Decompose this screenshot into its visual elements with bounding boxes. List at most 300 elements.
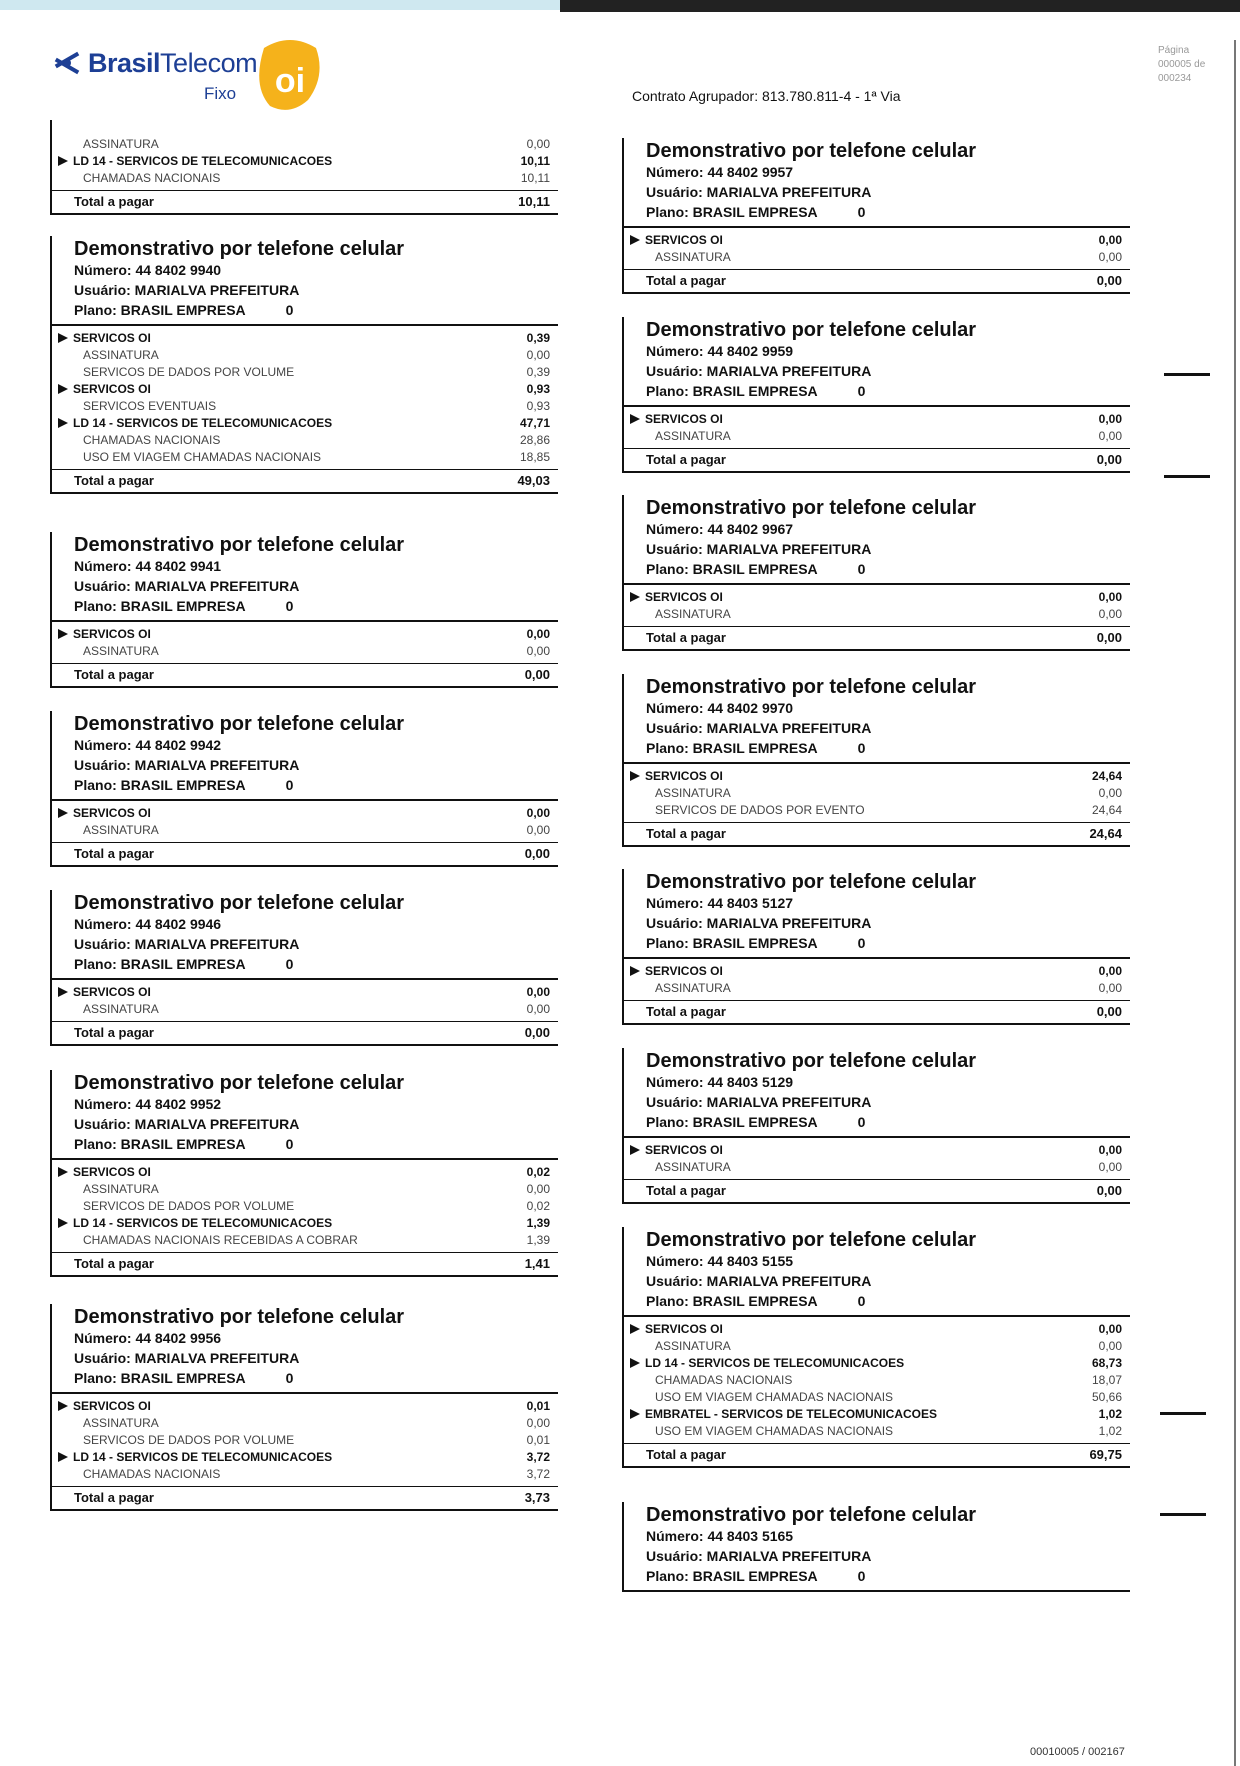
phone-number: Número: 44 8403 5129 bbox=[646, 1074, 794, 1090]
total-value: 1,41 bbox=[524, 1256, 550, 1271]
charge-category-label: LD 14 - SERVICOS DE TELECOMUNICACOES bbox=[73, 1450, 333, 1464]
charge-item-label: SERVICOS DE DADOS POR VOLUME bbox=[83, 1199, 295, 1213]
charge-item-label: ASSINATURA bbox=[83, 1182, 159, 1196]
plan-name: Plano: BRASIL EMPRESA bbox=[74, 1136, 246, 1152]
charge-item-value: 50,66 bbox=[1091, 1390, 1122, 1404]
statement-title: Demonstrativo por telefone celular bbox=[74, 713, 405, 735]
total-value: 10,11 bbox=[518, 194, 550, 209]
charge-item-value: 0,00 bbox=[1098, 607, 1122, 621]
plan-line bbox=[646, 381, 1130, 401]
document-number: 00010005 / 002167 bbox=[1030, 1746, 1125, 1758]
charge-category-value: 10,11 bbox=[520, 154, 550, 168]
charge-list bbox=[622, 585, 1130, 623]
charge-item-value: 0,00 bbox=[526, 1002, 550, 1016]
block-left-rule bbox=[50, 1304, 52, 1511]
charge-category-value: 3,72 bbox=[526, 1450, 550, 1464]
charge-item-label: ASSINATURA bbox=[83, 137, 159, 151]
block-left-rule bbox=[50, 890, 52, 1046]
charge-item-row bbox=[50, 432, 558, 449]
triangle-bullet-icon bbox=[630, 966, 640, 976]
plan-line bbox=[646, 738, 1130, 758]
charge-category-row bbox=[50, 381, 558, 398]
charge-item-row bbox=[50, 1181, 558, 1198]
plan-name: Plano: BRASIL EMPRESA bbox=[646, 383, 818, 399]
plan-name: Plano: BRASIL EMPRESA bbox=[74, 956, 246, 972]
charge-category-value: 0,00 bbox=[526, 806, 550, 820]
scan-margin-mark bbox=[1160, 1513, 1206, 1516]
charge-item-value: 0,00 bbox=[1098, 981, 1122, 995]
charge-item-label: SERVICOS EVENTUAIS bbox=[83, 399, 217, 413]
charge-category-value: 47,71 bbox=[519, 416, 550, 430]
total-row bbox=[52, 1021, 558, 1046]
block-left-rule bbox=[622, 317, 624, 473]
charge-category-row bbox=[50, 1398, 558, 1415]
charge-category-row bbox=[622, 1321, 1130, 1338]
charge-item-value: 0,01 bbox=[526, 1433, 550, 1447]
total-row bbox=[52, 842, 558, 867]
plan-line bbox=[646, 933, 1130, 953]
statement-block bbox=[622, 674, 1130, 847]
block-left-rule bbox=[50, 120, 52, 215]
charge-item-row bbox=[50, 398, 558, 415]
block-left-rule bbox=[622, 1048, 624, 1204]
user-name: Usuário: MARIALVA PREFEITURA bbox=[646, 363, 872, 379]
statement-block bbox=[50, 890, 558, 1046]
triangle-bullet-icon bbox=[58, 1452, 68, 1462]
triangle-bullet-icon bbox=[58, 1218, 68, 1228]
charge-item-value: 24,64 bbox=[1091, 803, 1122, 817]
total-value: 0,00 bbox=[524, 1025, 550, 1040]
triangle-bullet-icon bbox=[58, 156, 68, 166]
page-total: 000234 bbox=[1158, 73, 1192, 84]
charge-item-label: ASSINATURA bbox=[655, 607, 731, 621]
charge-category-label: SERVICOS OI bbox=[73, 331, 151, 345]
charge-item-label: CHAMADAS NACIONAIS bbox=[83, 1467, 221, 1481]
charge-category-value: 0,00 bbox=[1098, 1322, 1122, 1336]
charge-list bbox=[50, 132, 558, 187]
charge-item-row bbox=[50, 1432, 558, 1449]
charge-item-value: 0,00 bbox=[526, 823, 550, 837]
phone-number: Número: 44 8403 5155 bbox=[646, 1253, 794, 1269]
phone-number: Número: 44 8402 9942 bbox=[74, 737, 222, 753]
charge-category-label: SERVICOS OI bbox=[645, 1322, 723, 1336]
scan-margin-mark bbox=[1164, 475, 1210, 478]
charge-item-row bbox=[50, 1198, 558, 1215]
plan-number: 0 bbox=[857, 1568, 866, 1584]
charge-item-row bbox=[50, 1415, 558, 1432]
charge-item-label: ASSINATURA bbox=[83, 1416, 159, 1430]
statement-header bbox=[50, 890, 558, 974]
charge-category-label: EMBRATEL - SERVICOS DE TELECOMUNICACOES bbox=[645, 1407, 938, 1421]
charge-item-value: 10,11 bbox=[520, 171, 550, 185]
charge-list bbox=[50, 622, 558, 660]
plan-name: Plano: BRASIL EMPRESA bbox=[646, 1293, 818, 1309]
triangle-bullet-icon bbox=[630, 1409, 640, 1419]
page-label: Página bbox=[1158, 45, 1190, 56]
plan-name: Plano: BRASIL EMPRESA bbox=[646, 1568, 818, 1584]
statement-title: Demonstrativo por telefone celular bbox=[646, 1229, 977, 1251]
statement-header bbox=[622, 1227, 1130, 1311]
total-row bbox=[624, 448, 1130, 473]
charge-item-row bbox=[50, 364, 558, 381]
plan-name: Plano: BRASIL EMPRESA bbox=[646, 935, 818, 951]
phone-number: Número: 44 8402 9940 bbox=[74, 262, 222, 278]
statement-title: Demonstrativo por telefone celular bbox=[74, 238, 405, 260]
charge-category-label: SERVICOS OI bbox=[645, 233, 723, 247]
charge-item-row bbox=[622, 785, 1130, 802]
charge-category-value: 0,01 bbox=[526, 1399, 550, 1413]
statement-block bbox=[50, 1070, 558, 1277]
charge-category-row bbox=[50, 805, 558, 822]
plan-line bbox=[74, 954, 558, 974]
charge-item-value: 0,02 bbox=[526, 1199, 550, 1213]
triangle-bullet-icon bbox=[58, 1401, 68, 1411]
charge-item-label: ASSINATURA bbox=[83, 823, 159, 837]
charge-category-label: LD 14 - SERVICOS DE TELECOMUNICACOES bbox=[73, 416, 333, 430]
total-label: Total a pagar bbox=[74, 1490, 154, 1505]
statement-title: Demonstrativo por telefone celular bbox=[646, 140, 977, 162]
charge-item-label: ASSINATURA bbox=[83, 644, 159, 658]
user-name: Usuário: MARIALVA PREFEITURA bbox=[646, 1273, 872, 1289]
charge-item-row bbox=[50, 170, 558, 187]
statement-header bbox=[622, 495, 1130, 579]
plan-name: Plano: BRASIL EMPRESA bbox=[646, 561, 818, 577]
charge-category-row bbox=[50, 1164, 558, 1181]
statement-title: Demonstrativo por telefone celular bbox=[646, 319, 977, 341]
triangle-bullet-icon bbox=[630, 1358, 640, 1368]
triangle-bullet-icon bbox=[58, 333, 68, 343]
charge-item-value: 0,00 bbox=[1098, 1339, 1122, 1353]
total-value: 0,00 bbox=[1096, 273, 1122, 288]
charge-item-value: 1,02 bbox=[1098, 1424, 1122, 1438]
charge-item-row bbox=[50, 1001, 558, 1018]
plan-number: 0 bbox=[857, 383, 866, 399]
phone-number: Número: 44 8402 9946 bbox=[74, 916, 222, 932]
charge-category-label: SERVICOS OI bbox=[73, 382, 151, 396]
charge-category-row bbox=[622, 411, 1130, 428]
plan-name: Plano: BRASIL EMPRESA bbox=[74, 302, 246, 318]
charge-item-value: 0,00 bbox=[526, 137, 550, 151]
statement-block bbox=[622, 1048, 1130, 1204]
statement-title: Demonstrativo por telefone celular bbox=[74, 534, 405, 556]
charge-category-value: 0,00 bbox=[1098, 1143, 1122, 1157]
total-row bbox=[624, 626, 1130, 651]
charge-item-row bbox=[622, 1389, 1130, 1406]
statement-block bbox=[622, 495, 1130, 651]
charge-item-label: SERVICOS DE DADOS POR EVENTO bbox=[655, 803, 865, 817]
total-value: 69,75 bbox=[1089, 1447, 1122, 1462]
total-value: 49,03 bbox=[517, 473, 550, 488]
charge-list bbox=[50, 326, 558, 466]
charge-item-value: 0,93 bbox=[526, 399, 550, 413]
charge-category-value: 0,02 bbox=[526, 1165, 550, 1179]
charge-category-value: 0,00 bbox=[526, 627, 550, 641]
scan-margin-mark bbox=[1160, 1412, 1206, 1415]
charge-list bbox=[622, 1138, 1130, 1176]
total-value: 0,00 bbox=[524, 846, 550, 861]
plan-number: 0 bbox=[285, 956, 294, 972]
charge-category-label: LD 14 - SERVICOS DE TELECOMUNICACOES bbox=[73, 154, 333, 168]
total-label: Total a pagar bbox=[74, 1256, 154, 1271]
charge-item-label: USO EM VIAGEM CHAMADAS NACIONAIS bbox=[655, 1424, 894, 1438]
total-row bbox=[52, 469, 558, 494]
statement-header bbox=[50, 1070, 558, 1154]
plan-name: Plano: BRASIL EMPRESA bbox=[74, 598, 246, 614]
triangle-bullet-icon bbox=[58, 418, 68, 428]
phone-number: Número: 44 8402 9957 bbox=[646, 164, 794, 180]
block-left-rule bbox=[50, 711, 52, 867]
triangle-bullet-icon bbox=[630, 414, 640, 424]
charge-item-row bbox=[50, 822, 558, 839]
plan-name: Plano: BRASIL EMPRESA bbox=[74, 1370, 246, 1386]
charge-category-value: 0,00 bbox=[1098, 233, 1122, 247]
charge-item-label: ASSINATURA bbox=[655, 981, 731, 995]
phone-number: Número: 44 8402 9959 bbox=[646, 343, 794, 359]
charge-item-label: ASSINATURA bbox=[655, 786, 731, 800]
charge-item-value: 0,00 bbox=[526, 348, 550, 362]
total-value: 0,00 bbox=[524, 667, 550, 682]
statement-title: Demonstrativo por telefone celular bbox=[74, 892, 405, 914]
phone-number: Número: 44 8403 5127 bbox=[646, 895, 794, 911]
charge-item-row bbox=[622, 1159, 1130, 1176]
charge-list bbox=[622, 764, 1130, 819]
triangle-bullet-icon bbox=[58, 384, 68, 394]
statement-header bbox=[50, 711, 558, 795]
charge-item-row bbox=[50, 347, 558, 364]
charge-item-value: 0,00 bbox=[1098, 786, 1122, 800]
plan-line bbox=[74, 300, 558, 320]
plan-line bbox=[74, 1368, 558, 1388]
phone-number: Número: 44 8403 5165 bbox=[646, 1528, 794, 1544]
statement-header bbox=[622, 138, 1130, 222]
user-name: Usuário: MARIALVA PREFEITURA bbox=[74, 578, 300, 594]
statement-title: Demonstrativo por telefone celular bbox=[74, 1072, 405, 1094]
charge-list bbox=[622, 407, 1130, 445]
user-name: Usuário: MARIALVA PREFEITURA bbox=[646, 541, 872, 557]
page-number: 000005 de bbox=[1158, 59, 1206, 70]
statement-block bbox=[622, 1502, 1130, 1592]
charge-item-value: 0,39 bbox=[526, 365, 550, 379]
charge-item-label: ASSINATURA bbox=[83, 1002, 159, 1016]
charge-category-value: 24,64 bbox=[1091, 769, 1122, 783]
phone-number: Número: 44 8402 9956 bbox=[74, 1330, 222, 1346]
total-row bbox=[52, 190, 558, 215]
charge-category-row bbox=[50, 1449, 558, 1466]
plan-line bbox=[646, 1566, 1130, 1586]
charge-category-row bbox=[50, 415, 558, 432]
triangle-bullet-icon bbox=[58, 1167, 68, 1177]
total-row bbox=[624, 822, 1130, 847]
triangle-bullet-icon bbox=[630, 771, 640, 781]
scan-top-edge bbox=[560, 0, 1240, 12]
charge-category-label: SERVICOS OI bbox=[73, 1165, 151, 1179]
triangle-bullet-icon bbox=[58, 987, 68, 997]
total-label: Total a pagar bbox=[74, 846, 154, 861]
total-label: Total a pagar bbox=[646, 1183, 726, 1198]
plan-number: 0 bbox=[857, 204, 866, 220]
charge-category-row bbox=[50, 626, 558, 643]
charge-item-value: 28,86 bbox=[519, 433, 550, 447]
statement-block bbox=[622, 138, 1130, 294]
plan-line bbox=[74, 775, 558, 795]
charge-item-label: ASSINATURA bbox=[655, 1160, 731, 1174]
total-label: Total a pagar bbox=[646, 1447, 726, 1462]
statement-block bbox=[50, 132, 558, 215]
statement-block bbox=[50, 711, 558, 867]
statement-header bbox=[622, 869, 1130, 953]
user-name: Usuário: MARIALVA PREFEITURA bbox=[74, 1350, 300, 1366]
plan-number: 0 bbox=[285, 1370, 294, 1386]
user-name: Usuário: MARIALVA PREFEITURA bbox=[646, 1094, 872, 1110]
charge-category-value: 0,00 bbox=[1098, 412, 1122, 426]
total-label: Total a pagar bbox=[646, 630, 726, 645]
total-label: Total a pagar bbox=[646, 1004, 726, 1019]
brand-sub: Fixo bbox=[204, 84, 237, 103]
charge-item-row bbox=[50, 1466, 558, 1483]
charge-item-label: ASSINATURA bbox=[655, 1339, 731, 1353]
charge-category-value: 0,93 bbox=[526, 382, 550, 396]
user-name: Usuário: MARIALVA PREFEITURA bbox=[646, 1548, 872, 1564]
total-row bbox=[52, 1486, 558, 1511]
charge-category-row bbox=[50, 330, 558, 347]
charge-category-row bbox=[622, 963, 1130, 980]
charge-category-label: LD 14 - SERVICOS DE TELECOMUNICACOES bbox=[73, 1216, 333, 1230]
total-row bbox=[52, 663, 558, 688]
charge-category-label: SERVICOS OI bbox=[73, 985, 151, 999]
total-row bbox=[624, 1000, 1130, 1025]
charge-category-label: SERVICOS OI bbox=[645, 1143, 723, 1157]
charge-category-value: 0,00 bbox=[1098, 964, 1122, 978]
plan-name: Plano: BRASIL EMPRESA bbox=[646, 204, 818, 220]
contract-number: Contrato Agrupador: 813.780.811-4 - 1ª Via bbox=[632, 88, 901, 104]
charge-item-row bbox=[50, 449, 558, 466]
charge-category-value: 0,00 bbox=[526, 985, 550, 999]
statement-block bbox=[622, 869, 1130, 1025]
charge-category-row bbox=[622, 1355, 1130, 1372]
charge-category-label: SERVICOS OI bbox=[73, 806, 151, 820]
plan-number: 0 bbox=[857, 935, 866, 951]
plan-number: 0 bbox=[285, 1136, 294, 1152]
charge-category-row bbox=[50, 1215, 558, 1232]
plan-name: Plano: BRASIL EMPRESA bbox=[646, 1114, 818, 1130]
charge-item-row bbox=[622, 1338, 1130, 1355]
charge-item-value: 0,00 bbox=[1098, 250, 1122, 264]
total-label: Total a pagar bbox=[74, 1025, 154, 1040]
charge-item-label: CHAMADAS NACIONAIS RECEBIDAS A COBRAR bbox=[83, 1233, 358, 1247]
header-separator bbox=[624, 1590, 1130, 1592]
brasil-telecom-icon bbox=[50, 48, 84, 78]
triangle-bullet-icon bbox=[630, 1324, 640, 1334]
block-left-rule bbox=[622, 674, 624, 847]
user-name: Usuário: MARIALVA PREFEITURA bbox=[646, 184, 872, 200]
charge-item-row bbox=[50, 643, 558, 660]
plan-line bbox=[646, 202, 1130, 222]
block-left-rule bbox=[622, 869, 624, 1025]
total-label: Total a pagar bbox=[646, 826, 726, 841]
total-row bbox=[624, 1443, 1130, 1468]
charge-category-value: 1,39 bbox=[526, 1216, 550, 1230]
charge-item-label: CHAMADAS NACIONAIS bbox=[83, 171, 221, 185]
charge-list bbox=[622, 959, 1130, 997]
statement-header bbox=[622, 1048, 1130, 1132]
statement-title: Demonstrativo por telefone celular bbox=[646, 497, 977, 519]
plan-number: 0 bbox=[857, 561, 866, 577]
charge-category-row bbox=[50, 153, 558, 170]
block-left-rule bbox=[50, 236, 52, 494]
statement-block bbox=[50, 532, 558, 688]
total-row bbox=[624, 1179, 1130, 1204]
charge-list bbox=[622, 1317, 1130, 1440]
triangle-bullet-icon bbox=[630, 1145, 640, 1155]
oi-logo-text: oi bbox=[274, 62, 306, 100]
charge-item-value: 18,07 bbox=[1091, 1373, 1122, 1387]
charge-item-value: 0,00 bbox=[526, 1182, 550, 1196]
user-name: Usuário: MARIALVA PREFEITURA bbox=[646, 720, 872, 736]
statement-block bbox=[50, 236, 558, 494]
total-label: Total a pagar bbox=[74, 194, 154, 209]
charge-category-label: SERVICOS OI bbox=[645, 964, 723, 978]
total-value: 0,00 bbox=[1096, 1004, 1122, 1019]
charge-item-row bbox=[50, 136, 558, 153]
charge-category-row bbox=[622, 1142, 1130, 1159]
plan-line bbox=[646, 1291, 1130, 1311]
charge-category-label: SERVICOS OI bbox=[73, 627, 151, 641]
charge-category-value: 68,73 bbox=[1091, 1356, 1122, 1370]
charge-list bbox=[622, 228, 1130, 266]
plan-number: 0 bbox=[285, 598, 294, 614]
triangle-bullet-icon bbox=[58, 808, 68, 818]
phone-number: Número: 44 8402 9952 bbox=[74, 1096, 222, 1112]
statement-title: Demonstrativo por telefone celular bbox=[646, 871, 977, 893]
charge-item-row bbox=[622, 606, 1130, 623]
charge-item-row bbox=[622, 249, 1130, 266]
page-reference bbox=[1158, 44, 1205, 86]
total-row bbox=[624, 269, 1130, 294]
total-row bbox=[52, 1252, 558, 1277]
charge-item-label: USO EM VIAGEM CHAMADAS NACIONAIS bbox=[655, 1390, 894, 1404]
charge-item-label: ASSINATURA bbox=[655, 250, 731, 264]
statement-header bbox=[622, 674, 1130, 758]
charge-category-label: SERVICOS OI bbox=[645, 769, 723, 783]
charge-category-row bbox=[622, 232, 1130, 249]
statement-title: Demonstrativo por telefone celular bbox=[646, 1504, 977, 1526]
charge-category-value: 1,02 bbox=[1098, 1407, 1122, 1421]
statement-header bbox=[622, 317, 1130, 401]
plan-number: 0 bbox=[285, 777, 294, 793]
total-label: Total a pagar bbox=[74, 473, 154, 488]
block-left-rule bbox=[622, 138, 624, 294]
charge-item-row bbox=[622, 428, 1130, 445]
charge-item-label: ASSINATURA bbox=[655, 429, 731, 443]
total-value: 3,73 bbox=[524, 1490, 550, 1505]
charge-item-value: 0,00 bbox=[526, 1416, 550, 1430]
charge-category-row bbox=[622, 589, 1130, 606]
charge-item-value: 3,72 bbox=[526, 1467, 550, 1481]
plan-name: Plano: BRASIL EMPRESA bbox=[74, 777, 246, 793]
charge-list bbox=[50, 1160, 558, 1249]
total-value: 0,00 bbox=[1096, 452, 1122, 467]
charge-item-row bbox=[622, 802, 1130, 819]
phone-number: Número: 44 8402 9941 bbox=[74, 558, 222, 574]
user-name: Usuário: MARIALVA PREFEITURA bbox=[74, 936, 300, 952]
user-name: Usuário: MARIALVA PREFEITURA bbox=[646, 915, 872, 931]
charge-item-value: 1,39 bbox=[526, 1233, 550, 1247]
plan-number: 0 bbox=[857, 1114, 866, 1130]
charge-category-label: LD 14 - SERVICOS DE TELECOMUNICACOES bbox=[645, 1356, 905, 1370]
total-value: 24,64 bbox=[1089, 826, 1122, 841]
statement-title: Demonstrativo por telefone celular bbox=[646, 1050, 977, 1072]
charge-item-label: USO EM VIAGEM CHAMADAS NACIONAIS bbox=[83, 450, 322, 464]
